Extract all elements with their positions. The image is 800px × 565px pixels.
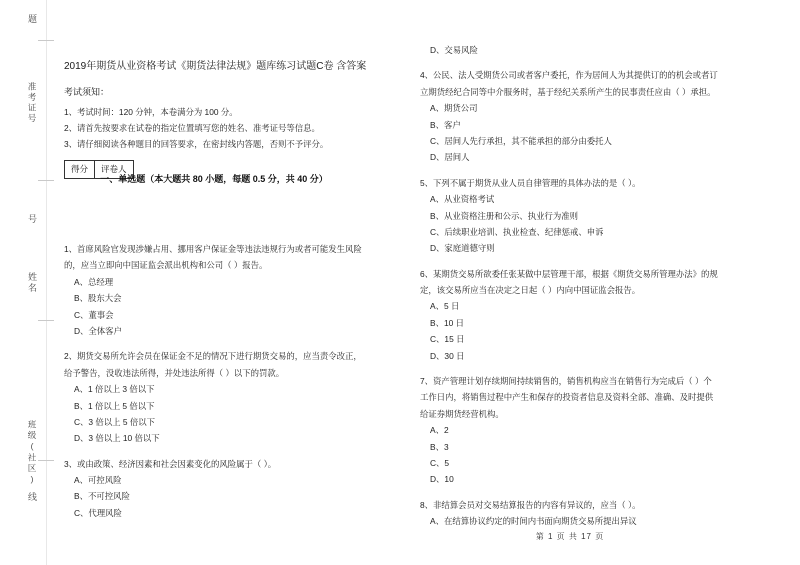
question-option: D、家庭道德守则 — [430, 243, 495, 254]
margin-label-5: 线 — [27, 492, 37, 503]
questions-left — [64, 232, 364, 521]
question-option: C、居间人先行承担，其不能承担的部分由委托人 — [430, 135, 612, 146]
questions-right — [420, 42, 720, 530]
margin-rule — [46, 0, 47, 565]
question-stem: 4、公民、法人受期货公司或者客户委托，作为居间人为其提供订的的机会或者订立期货经纪合同等中介服务时，基于经纪关系所产生的民事责任应由（ ）承担。 — [420, 70, 718, 97]
notice-item: 1、考试时间：120 分钟，本卷满分为 100 分。 — [64, 106, 238, 117]
question-option: D、交易风险 — [430, 45, 478, 55]
question-option: D、10 — [430, 474, 454, 485]
notice-item: 3、请仔细阅读各种题目的回答要求，在密封线内答题，否则不予评分。 — [64, 139, 329, 150]
margin-tick — [38, 320, 54, 321]
section-title: 一、单选题（本大题共 80 小题，每题 0.5 分，共 40 分） — [100, 174, 328, 184]
question-option: A、期货公司 — [430, 103, 478, 114]
question-option: A、可控风险 — [74, 475, 122, 486]
grader-label: 评卷人 — [101, 164, 127, 174]
question-option: C、后续职业培训、执业检查、纪律惩戒、申诉 — [430, 226, 604, 237]
question-stem: 1、首席风险官发现涉嫌占用、挪用客户保证金等违法违规行为或者可能发生风险的，应当立即向中国证监会派出机构和公司（ ）报告。 — [64, 244, 362, 271]
question-item — [64, 456, 364, 522]
question-option: D、30 日 — [430, 350, 465, 361]
question-item — [420, 42, 720, 58]
margin-label-1: 准考证号 — [27, 82, 37, 124]
question-option: A、总经理 — [74, 276, 114, 287]
margin-tick — [38, 180, 54, 181]
question-option: D、3 倍以上 10 倍以下 — [74, 433, 160, 444]
question-option: B、从业资格注册和公示、执业行为准则 — [430, 210, 578, 221]
question-item — [420, 266, 720, 364]
question-option: C、代理风险 — [74, 507, 122, 518]
question-option: B、10 日 — [430, 317, 464, 328]
question-stem: 7、资产管理计划存续期间持续销售的，销售机构应当在销售行为完成后（ ）个工作日内，将销售过程中产生和保存的投资者信息及资料全部、准确、及时提供给证券期货经营机构。 — [420, 376, 714, 419]
question-option: A、从业资格考试 — [430, 194, 495, 205]
question-option: C、3 倍以上 5 倍以下 — [74, 416, 155, 427]
question-item — [64, 348, 364, 446]
question-option: A、1 倍以上 3 倍以下 — [74, 384, 155, 395]
question-item — [420, 67, 720, 165]
margin-tick — [38, 460, 54, 461]
column-left — [64, 84, 364, 153]
question-option: C、15 日 — [430, 334, 465, 345]
question-stem: 2、期货交易所允许会员在保证金不足的情况下进行期货交易的，应当责令改正，给予警告，没收违法所得，并处违法所得（ ）以下的罚款。 — [64, 351, 362, 378]
margin-label-2: 号 — [27, 214, 37, 225]
binding-margin-strip — [0, 0, 60, 565]
question-option: C、董事会 — [74, 309, 114, 320]
margin-label-0: 题 — [27, 14, 37, 25]
question-option: B、3 — [430, 441, 449, 452]
question-item — [420, 175, 720, 257]
question-stem: 3、或由政策、经济因素和社会因素变化的风险属于（ ）。 — [64, 458, 277, 469]
page-title: 2019年期货从业资格考试《期货法律法规》题库练习试题C卷 含答案 — [64, 61, 367, 72]
margin-label-3: 姓名 — [27, 272, 37, 294]
margin-label-4: 班级(社区) — [27, 420, 37, 486]
question-option: A、2 — [430, 425, 449, 436]
question-item — [420, 373, 720, 488]
document-content — [60, 0, 800, 565]
notice-item: 2、请首先按要求在试卷的指定位置填写您的姓名、准考证号等信息。 — [64, 122, 320, 133]
question-option: B、股东大会 — [74, 293, 122, 304]
question-option: B、1 倍以上 5 倍以下 — [74, 400, 155, 411]
score-label: 得分 — [65, 161, 95, 178]
question-option: D、全体客户 — [74, 325, 122, 336]
question-option: B、客户 — [430, 119, 461, 130]
question-stem: 5、下列不属于期货从业人员自律管理的具体办法的是（ ）。 — [420, 177, 641, 188]
question-option: B、不可控风险 — [74, 491, 130, 502]
page-footer: 第 1 页 共 17 页 — [535, 532, 605, 541]
question-option: C、5 — [430, 457, 450, 468]
notice-heading: 考试须知： — [64, 87, 110, 97]
question-stem: 6、某期货交易所欲委任张某做中层管理干部，根据《期货交易所管理办法》的规定，该交易所应当在决定之日起（ ）内向中国证监会报告。 — [420, 268, 718, 296]
question-stem: 8、非结算会员对交易结算报告的内容有异议的，应当（ ）。 — [420, 499, 641, 510]
question-item — [64, 241, 364, 339]
margin-tick — [38, 40, 54, 41]
question-option: D、居间人 — [430, 152, 470, 163]
question-option: A、5 日 — [430, 301, 460, 312]
question-item — [420, 497, 720, 530]
question-option: A、在结算协议约定的时间内书面向期货交易所提出异议 — [430, 516, 637, 527]
